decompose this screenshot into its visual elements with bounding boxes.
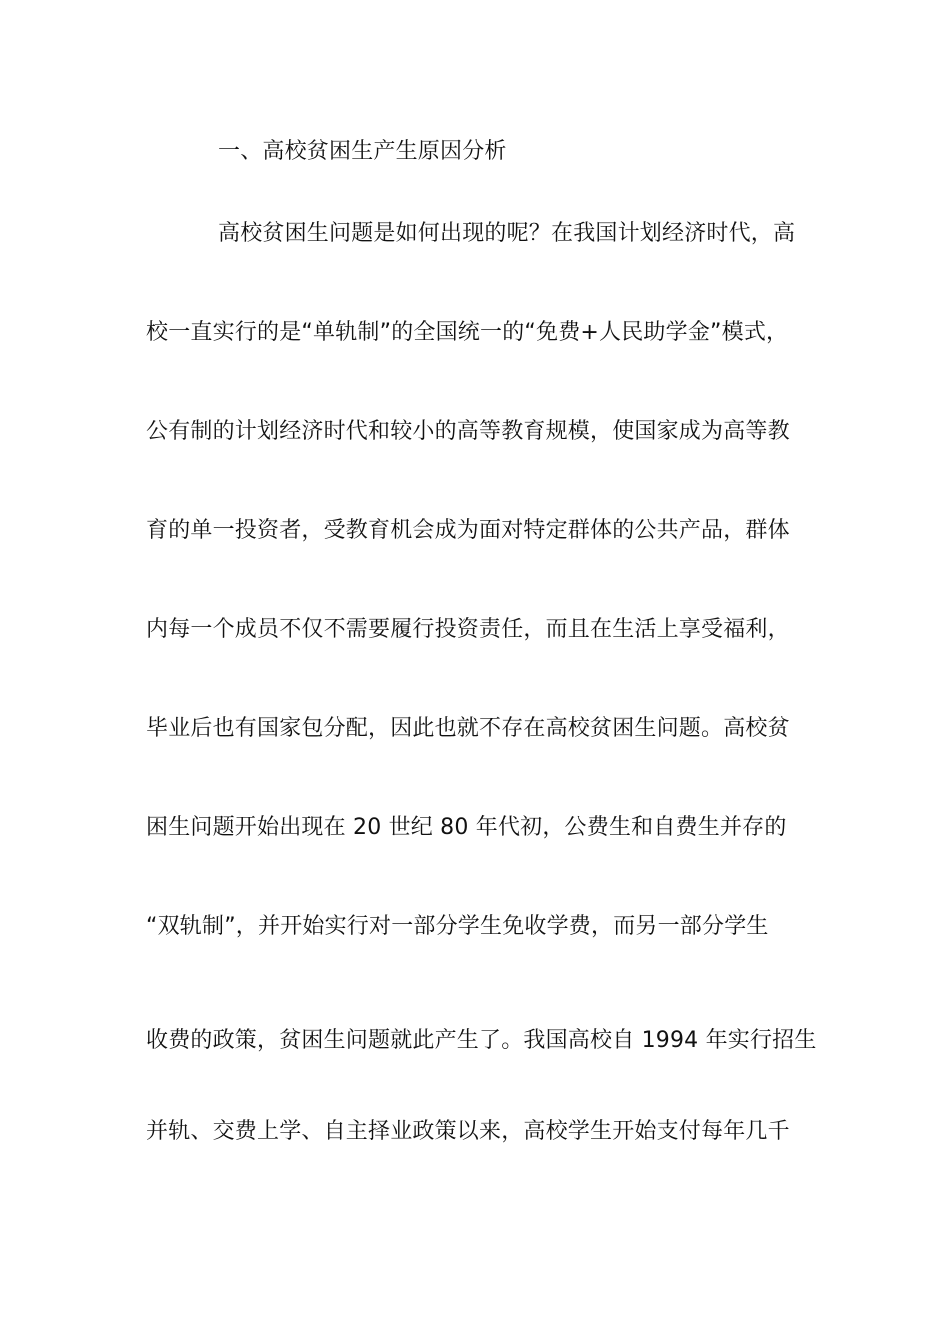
paragraph-line: 困生问题开始出现在 20 世纪 80 年代初，公费生和自费生并存的 [146,815,787,840]
paragraph-line: 并轨、交费上学、自主择业政策以来，高校学生开始支付每年几千 [146,1119,790,1144]
paragraph-line: 内每一个成员不仅不需要履行投资责任，而且在生活上享受福利， [146,617,790,642]
paragraph-line: “双轨制”，并开始实行对一部分学生免收学费，而另一部分学生 [146,914,769,939]
paragraph-line: 公有制的计划经济时代和较小的高等教育规模，使国家成为高等教 [146,419,790,444]
paragraph-line: 高校贫困生问题是如何出现的呢？在我国计划经济时代，高 [218,221,796,246]
paragraph-line: 毕业后也有国家包分配，因此也就不存在高校贫困生问题。高校贫 [146,716,790,741]
paragraph-line: 校一直实行的是“单轨制”的全国统一的“免费+人民助学金”模式， [146,320,789,345]
section-heading: 一、高校贫困生产生原因分析 [218,139,507,164]
paragraph-line: 收费的政策，贫困生问题就此产生了。我国高校自 1994 年实行招生 [146,1028,817,1053]
paragraph-line: 育的单一投资者，受教育机会成为面对特定群体的公共产品，群体 [146,518,790,543]
